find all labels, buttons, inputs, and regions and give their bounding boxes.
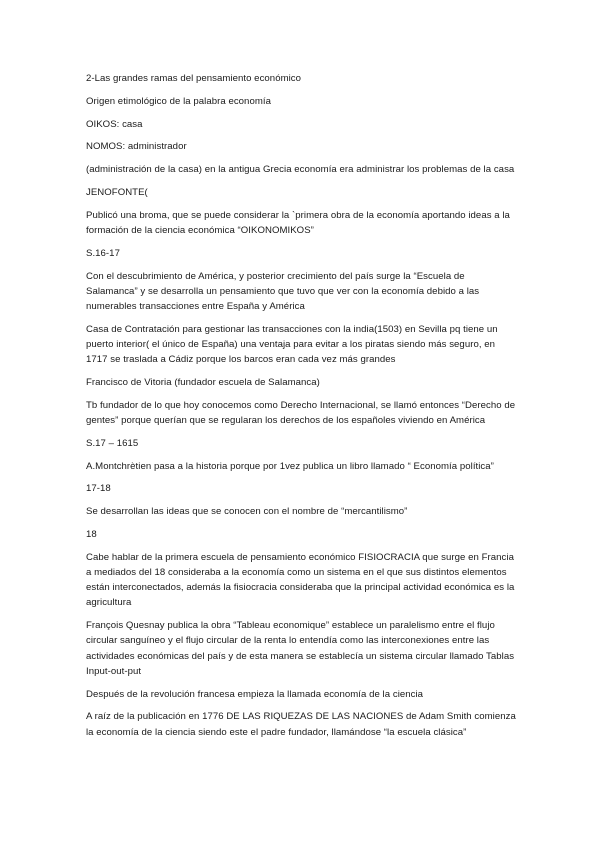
paragraph: A.Montchrètien pasa a la historia porque por 1vez publica un libro llamado “ Economía política” bbox=[86, 460, 494, 472]
period-heading: 18 bbox=[86, 528, 97, 540]
document-body bbox=[86, 71, 518, 747]
paragraph: A raíz de la publicación en 1776 DE LAS RIQUEZAS DE LAS NACIONES de Adam Smith comienza la economía de la ciencia siendo este el padre fundador, llamándose “la escuela clásica” bbox=[86, 711, 516, 738]
section-heading: 2-Las grandes ramas del pensamiento económico bbox=[86, 73, 302, 84]
paragraph: OIKOS: casa bbox=[86, 118, 143, 130]
paragraph: NOMOS: administrador bbox=[86, 141, 187, 153]
paragraph: JENOFONTE( bbox=[86, 186, 148, 198]
paragraph: Tb fundador de lo que hoy conocemos como Derecho Internacional, se llamó entonces “Derecho de gentes” porque querían que se regularan los derechos de los españoles viviendo en América bbox=[86, 399, 516, 426]
paragraph: François Quesnay publica la obra “Tableau economique” establece un paralelismo entre el flujo circular sanguíneo y el flujo circular de la renta lo entendía como las interconexiones entre las actividades económicas del país y de esta manera se establecía un sistema circular llamado Tablas Input-out-put bbox=[86, 620, 515, 677]
paragraph: Francisco de Vitoria (fundador escuela de Salamanca) bbox=[86, 376, 320, 388]
period-heading: S.16-17 bbox=[86, 247, 120, 259]
paragraph: Se desarrollan las ideas que se conocen con el nombre de “mercantilismo” bbox=[86, 506, 408, 518]
period-heading: 17-18 bbox=[86, 483, 111, 495]
period-heading: S.17 – 1615 bbox=[86, 437, 139, 449]
paragraph: (administración de la casa) en la antigua Grecia economía era administrar los problemas de la casa bbox=[86, 164, 515, 176]
paragraph: Con el descubrimiento de América, y posterior crecimiento del país surge la “Escuela de Salamanca” y se desarrolla un pensamiento que tuvo que ver con la economía debido a las numerables transacciones entre España y América bbox=[86, 270, 480, 312]
paragraph: Origen etimológico de la palabra economía bbox=[86, 95, 271, 107]
paragraph: Después de la revolución francesa empieza la llamada economía de la ciencia bbox=[86, 688, 424, 700]
paragraph: Publicó una broma, que se puede considerar la `primera obra de la economía aportando ideas a la formación de la ciencia económica “OIKONOMIKOS” bbox=[86, 209, 510, 236]
paragraph: Casa de Contratación para gestionar las transacciones con la india(1503) en Sevilla pq tiene un puerto interior( el único de España) una ventaja para evitar a los piratas siendo más seguro, en 1717 se traslada a Cádiz porque los barcos eran cada vez más grandes bbox=[86, 323, 498, 366]
paragraph: Cabe hablar de la primera escuela de pensamiento económico FISIOCRACIA que surge en Francia a mediados del 18 consideraba a la economía como un sistema en el que sus distintos elementos están interconectados, además la fisiocracia consideraba que la principal actividad económica es la agricultura bbox=[86, 551, 515, 609]
